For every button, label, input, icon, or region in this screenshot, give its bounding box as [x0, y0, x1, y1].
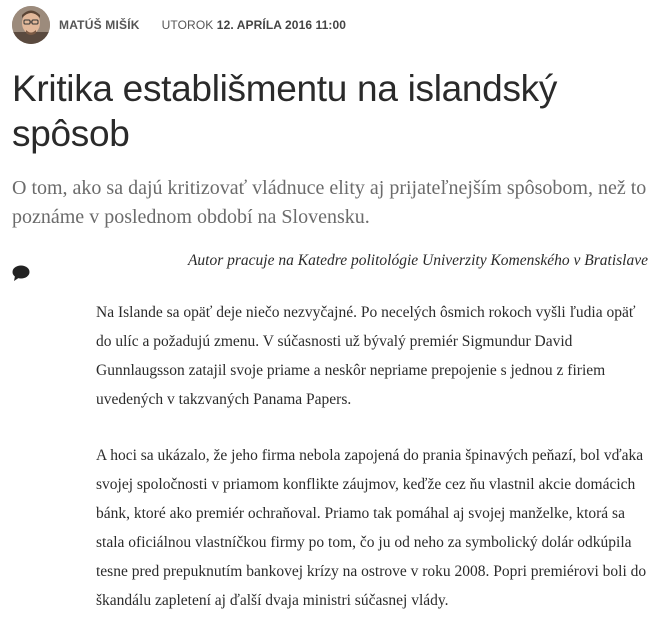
comment-icon-glyph — [12, 265, 30, 281]
publish-date — [162, 18, 346, 32]
author-avatar[interactable] — [12, 6, 50, 44]
author-name[interactable]: MATÚŠ MIŠÍK — [59, 18, 140, 32]
article-lead: O tom, ako sa dajú kritizovať vládnuce elity aj prijateľnejším spôsobom, než to poznáme v poslednom období na Slovensku. — [12, 177, 647, 228]
comment-icon[interactable] — [12, 265, 30, 281]
date-weekday: UTOROK — [161, 18, 214, 32]
body-paragraph: Na Islande sa opäť deje niečo nezvyčajné. Po necelých ôsmich rokoch vyšli ľudia opäť do ulíc a požadujú zmenu. V súčasnosti už bývalý premiér Sigmundur David Gunnlaugsson zatajil svoje priame a neskôr nepriame prepojenie s jednou z firiem uvedených v takzvaných Panama Papers. — [96, 304, 636, 408]
avatar-photo — [12, 6, 50, 44]
body-paragraph: A hoci sa ukázalo, že jeho firma nebola zapojená do prania špinavých peňazí, bol vďaka svojej spoločnosti v priamom konflikte záujmov, keďže cez ňu vlastnil akcie domácich bánk, ktoré ako premiér ochraňoval. Priamo tak pomáhal aj svojej manželke, ktorá sa stala oficiálnou vlastníčkou firmy po tom, čo ju od neho za symbolický dolár odkúpila tesne pred prepuknutím bankovej krízy na ostrove v roku 2008. Popri premiérovi boli do škandálu zapletení aj ďalší dvaja ministri súčasnej vlády. — [96, 447, 647, 609]
article-title: Kritika establišmentu na islandský spôsob — [12, 68, 558, 154]
article-body — [96, 298, 652, 642]
author-note: Autor pracuje na Katedre politológie Univerzity Komenského v Bratislave — [187, 252, 648, 269]
byline — [12, 4, 346, 46]
date-value: 12. APRÍLA 2016 11:00 — [216, 18, 347, 32]
